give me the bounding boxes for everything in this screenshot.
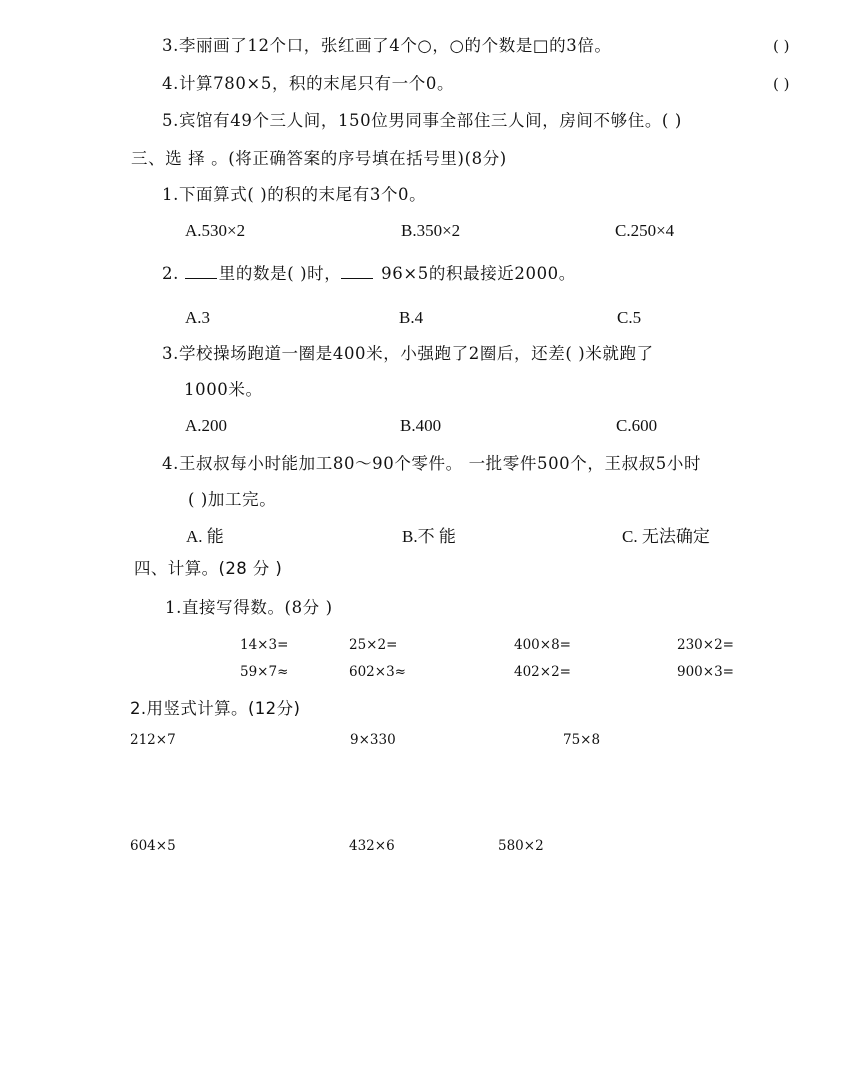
direct-calc-item: 25×2=: [349, 637, 398, 653]
direct-calc-item: 59×7≈: [240, 664, 289, 680]
direct-calc-item: 400×8=: [514, 637, 571, 653]
vertical-calc-item: 75×8: [563, 732, 601, 748]
direct-calc-item: 602×3≈: [349, 664, 406, 680]
choice-question-3-line1: 3.学校操场跑道一圈是400米，小强跑了2圈后，还差( )米就跑了: [162, 344, 654, 363]
choice-2-number: 2.: [162, 264, 185, 283]
direct-calc-item: 14×3=: [240, 637, 289, 653]
choice-3-option-c[interactable]: C.600: [616, 416, 658, 435]
judge-question-4: 4.计算780×5，积的末尾只有一个0。: [162, 74, 455, 93]
vertical-calc-item: 432×6: [349, 838, 395, 854]
choice-2-middle: 里的数是( )时，: [218, 264, 342, 283]
vertical-calc-item: 9×330: [350, 732, 396, 748]
judge-answer-paren-4[interactable]: ( ): [773, 75, 790, 93]
choice-question-4-line2: ( )加工完。: [188, 490, 277, 509]
judge-question-3: 3.李丽画了12个口，张红画了4个○，○的个数是□的3倍。: [162, 36, 612, 55]
vertical-calc-title: 2.用竖式计算。(12分): [130, 699, 301, 718]
direct-calc-item: 900×3=: [677, 664, 734, 680]
judge-question-5: 5.宾馆有49个三人间，150位男同事全部住三人间，房间不够住。( ): [162, 111, 682, 130]
direct-calc-item: 230×2=: [677, 637, 734, 653]
choice-question-4-line1: 4.王叔叔每小时能加工80～90个零件。 一批零件500个，王叔叔5小时: [162, 454, 702, 473]
choice-1-option-c[interactable]: C.250×4: [615, 221, 675, 240]
vertical-calc-item: 212×7: [130, 732, 176, 748]
choice-1-option-b[interactable]: B.350×2: [401, 221, 461, 240]
direct-calc-title: 1.直接写得数。(8分 ): [165, 598, 333, 617]
section-choice-heading: 三、选 择 。(将正确答案的序号填在括号里)(8分): [131, 149, 507, 168]
choice-3-option-b[interactable]: B.400: [400, 416, 442, 435]
choice-2-option-a[interactable]: A.3: [185, 308, 211, 327]
choice-question-3-line2: 1000米。: [184, 380, 263, 399]
choice-2-option-b[interactable]: B.4: [399, 308, 424, 327]
choice-4-option-a[interactable]: A. 能: [186, 527, 224, 546]
choice-2-tail: 96×5的积最接近2000。: [375, 264, 576, 283]
answer-blank[interactable]: [341, 262, 373, 279]
choice-1-option-a[interactable]: A.530×2: [185, 221, 246, 240]
choice-4-option-b[interactable]: B.不 能: [402, 527, 456, 546]
answer-blank[interactable]: [185, 262, 217, 279]
section-calc-heading: 四、计算。(28 分 ): [134, 559, 283, 578]
vertical-calc-item: 580×2: [498, 838, 544, 854]
choice-4-option-c[interactable]: C. 无法确定: [622, 527, 710, 546]
choice-2-option-c[interactable]: C.5: [617, 308, 642, 327]
vertical-calc-item: 604×5: [130, 838, 176, 854]
choice-3-option-a[interactable]: A.200: [185, 416, 228, 435]
choice-question-2: [162, 262, 576, 285]
judge-answer-paren-3[interactable]: ( ): [773, 37, 790, 55]
direct-calc-item: 402×2=: [514, 664, 571, 680]
choice-question-1: 1.下面算式( )的积的末尾有3个0。: [162, 185, 427, 204]
